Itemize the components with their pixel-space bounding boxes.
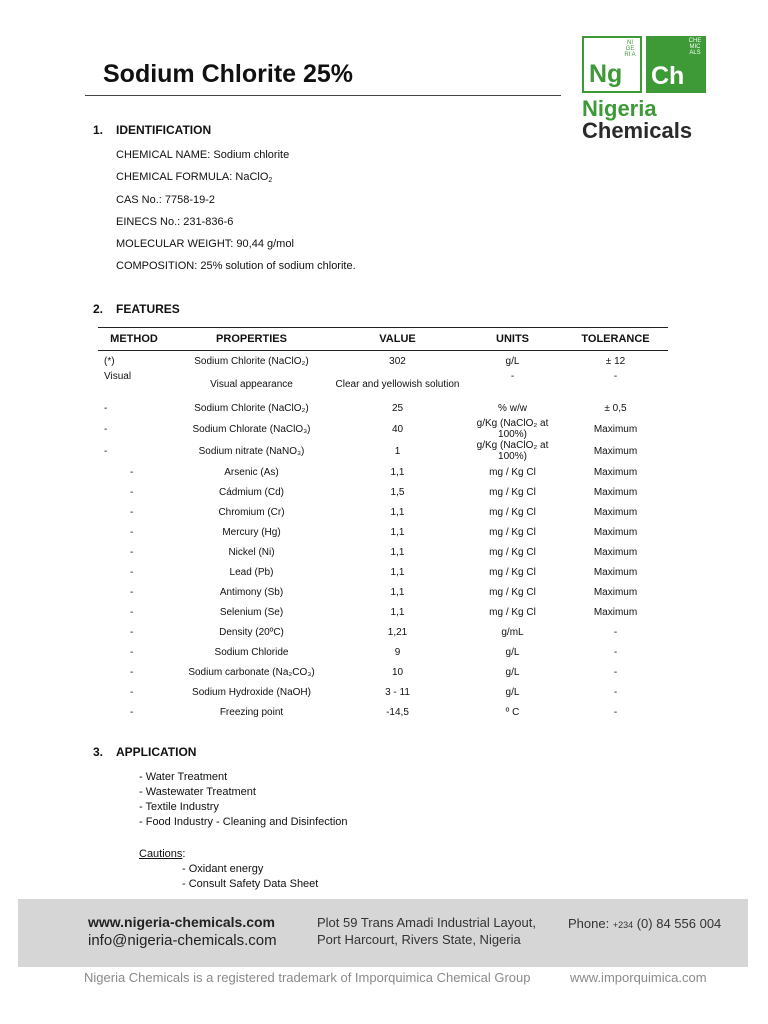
table-row <box>98 398 668 418</box>
units-cell: º C <box>505 706 520 718</box>
phone-digits: (0) 84 556 004 <box>633 916 722 931</box>
list-item: - Wastewater Treatment <box>139 786 256 798</box>
units-cell: g/L <box>505 666 520 678</box>
website-link[interactable]: www.nigeria-chemicals.com <box>88 914 275 930</box>
table-row <box>98 351 668 372</box>
method-cell: - <box>130 486 134 498</box>
method-cell: - <box>130 566 134 578</box>
logo-ch-symbol: Ch <box>651 62 685 90</box>
table-row <box>98 562 668 582</box>
value-cell: 1,1 <box>390 526 405 538</box>
value-cell: 1,1 <box>390 586 405 598</box>
logo-wordmark-line1: Nigeria <box>582 96 657 121</box>
company-logo <box>582 36 708 142</box>
tolerance-cell: Maximum <box>593 466 638 478</box>
logo-wordmark <box>582 98 708 142</box>
units-cell: g/L <box>505 355 520 367</box>
table-row <box>98 642 668 662</box>
table-header-row <box>98 328 668 351</box>
property-cell: Chromium (Cr) <box>218 506 285 518</box>
units-cell: g/L <box>505 646 520 658</box>
units-cell: g/mL <box>501 626 524 638</box>
value-cell: -14,5 <box>386 706 409 718</box>
value-cell: 1,1 <box>390 546 405 558</box>
table-row <box>98 602 668 622</box>
method-cell: - <box>130 666 134 678</box>
units-cell: g/L <box>505 686 520 698</box>
units-cell: mg / Kg Cl <box>489 606 536 618</box>
caution-item: - Oxidant energy <box>182 863 264 875</box>
identification-list <box>116 146 356 280</box>
tolerance-cell: Maximum <box>593 445 638 457</box>
property-cell: Sodium nitrate (NaNO₃) <box>198 445 305 457</box>
table-row <box>98 371 668 398</box>
chemical-name: CHEMICAL NAME: Sodium chlorite <box>116 149 290 161</box>
section-number: 3. <box>93 745 104 759</box>
method-cell: - <box>104 445 108 457</box>
property-cell: Freezing point <box>219 706 284 718</box>
property-cell: Arsenic (As) <box>224 466 279 478</box>
method-cell: - <box>130 646 134 658</box>
property-cell: Cádmium (Cd) <box>218 486 284 498</box>
property-cell: Selenium (Se) <box>219 606 284 618</box>
postal-address <box>317 914 536 948</box>
table-row <box>98 682 668 702</box>
table-row <box>98 582 668 602</box>
value-cell: Clear and yellowish solution <box>335 379 460 390</box>
tolerance-cell: - <box>613 626 618 638</box>
features-table <box>98 327 668 722</box>
logo-wordmark-line2: Chemicals <box>582 118 693 143</box>
tolerance-cell: - <box>613 371 618 382</box>
section-title: IDENTIFICATION <box>116 123 212 137</box>
property-cell: Nickel (Ni) <box>228 546 275 558</box>
tolerance-cell: Maximum <box>593 606 638 618</box>
value-cell: 10 <box>391 666 404 678</box>
cautions-block <box>139 847 318 892</box>
value-cell: 1,1 <box>390 606 405 618</box>
value-cell: 1,1 <box>390 506 405 518</box>
property-cell: Density (20ºC) <box>219 626 284 638</box>
method-cell: - <box>130 586 134 598</box>
property-cell: Lead (Pb) <box>229 566 274 578</box>
value-cell: 1 <box>394 445 401 457</box>
einecs-number: EINECS No.: 231-836-6 <box>116 215 234 228</box>
property-cell: Visual appearance <box>210 379 293 390</box>
logo-ng-box <box>582 36 642 93</box>
value-cell: 1,1 <box>390 466 405 478</box>
table-row <box>98 622 668 642</box>
method-cell: - <box>130 686 134 698</box>
method-cell: - <box>130 626 134 638</box>
property-cell: Sodium Chlorite (NaClO₂) <box>194 402 309 414</box>
units-cell: mg / Kg Cl <box>489 506 536 518</box>
tolerance-cell: Maximum <box>593 486 638 498</box>
property-cell: Mercury (Hg) <box>222 526 281 538</box>
tolerance-cell: - <box>613 706 618 718</box>
property-cell: Sodium carbonate (Na₂CO₃) <box>188 666 315 678</box>
email-link[interactable]: info@nigeria-chemicals.com <box>88 932 277 949</box>
table-row <box>98 542 668 562</box>
table-row <box>98 662 668 682</box>
table-row <box>98 462 668 482</box>
value-cell: 9 <box>394 646 401 658</box>
units-cell: mg / Kg Cl <box>489 486 536 498</box>
address-line: Port Harcourt, Rivers State, Nigeria <box>317 932 521 947</box>
property-cell: Sodium Hydroxide (NaOH) <box>192 686 311 698</box>
value-cell: 302 <box>389 355 406 367</box>
value-cell: 40 <box>391 423 404 435</box>
table-row <box>98 702 668 722</box>
table-row <box>98 482 668 502</box>
column-header: PROPERTIES <box>170 328 333 351</box>
tolerance-cell: - <box>613 686 618 698</box>
tolerance-cell: - <box>613 666 618 678</box>
section-number: 1. <box>93 123 104 137</box>
table-row <box>98 522 668 542</box>
phone-label: Phone: <box>568 916 613 931</box>
logo-ch-small-text: CHE MIC ALS <box>688 38 702 56</box>
title-rule <box>85 95 561 96</box>
method-cell: - <box>104 402 108 414</box>
method-cell: - <box>130 506 134 518</box>
method-cell: - <box>130 706 134 718</box>
method-cell: Visual <box>104 371 132 382</box>
column-header: METHOD <box>98 328 170 351</box>
address-line: Plot 59 Trans Amadi Industrial Layout, <box>317 915 536 930</box>
property-cell: Sodium Chloride <box>214 646 289 658</box>
units-cell: % w/w <box>498 402 527 414</box>
units-cell: g/Kg (NaClO₂ at 100%) <box>476 418 549 440</box>
document-title: Sodium Chlorite 25% <box>103 60 354 88</box>
units-cell: g/Kg (NaClO₂ at 100%) <box>476 440 549 462</box>
chemical-formula <box>116 168 356 190</box>
logo-symbols <box>582 36 708 94</box>
tolerance-cell: Maximum <box>593 566 638 578</box>
list-item: - Water Treatment <box>139 771 228 783</box>
contact-footer <box>18 899 748 967</box>
units-cell: mg / Kg Cl <box>489 566 536 578</box>
composition: COMPOSITION: 25% solution of sodium chlorite. <box>116 260 356 273</box>
section-title: APPLICATION <box>116 745 197 759</box>
tolerance-cell: Maximum <box>593 546 638 558</box>
units-cell: mg / Kg Cl <box>489 586 536 598</box>
property-cell: Sodium Chlorate (NaClO₃) <box>192 423 311 435</box>
tolerance-cell: ± 12 <box>605 355 626 367</box>
cautions-label: Cautions <box>139 848 183 860</box>
section-number: 2. <box>93 302 104 316</box>
cautions-heading <box>139 847 318 862</box>
group-website-link[interactable]: www.imporquimica.com <box>570 970 707 985</box>
features-heading <box>93 302 180 316</box>
cas-number: CAS No.: 7758-19-2 <box>116 193 216 206</box>
value-cell: 25 <box>391 402 404 414</box>
tolerance-cell: Maximum <box>593 526 638 538</box>
method-cell: - <box>130 606 134 618</box>
units-cell: mg / Kg Cl <box>489 466 536 478</box>
method-cell: - <box>130 526 134 538</box>
logo-ng-small-text: NI GE RI A <box>624 40 636 58</box>
tolerance-cell: Maximum <box>593 586 638 598</box>
units-cell: mg / Kg Cl <box>489 546 536 558</box>
identification-heading <box>93 123 211 137</box>
logo-ng-symbol: Ng <box>589 60 623 88</box>
method-cell: - <box>104 423 108 435</box>
phone-number <box>568 916 721 931</box>
property-cell: Antimony (Sb) <box>219 586 284 598</box>
units-cell: - <box>510 371 515 382</box>
tolerance-cell: - <box>613 646 618 658</box>
table-row <box>98 502 668 522</box>
property-cell: Sodium Chlorite (NaClO₂) <box>194 355 309 367</box>
caution-item: - Consult Safety Data Sheet <box>182 878 319 890</box>
application-list <box>139 770 348 830</box>
value-cell: 3 - 11 <box>385 686 410 698</box>
value-cell: 1,21 <box>387 626 408 638</box>
list-item: - Food Industry - Cleaning and Disinfection <box>139 816 348 828</box>
method-cell: - <box>130 546 134 558</box>
molecular-weight: MOLECULAR WEIGHT: 90,44 g/mol <box>116 238 294 251</box>
method-cell: (*) <box>104 355 115 367</box>
cautions-colon: : <box>182 848 186 860</box>
value-cell: 1,1 <box>390 566 405 578</box>
formula-subscript: 2 <box>268 177 273 185</box>
table-row <box>98 440 668 462</box>
column-header: TOLERANCE <box>563 328 668 351</box>
tolerance-cell: Maximum <box>593 506 638 518</box>
column-header: VALUE <box>333 328 462 351</box>
tolerance-cell: ± 0,5 <box>604 402 627 414</box>
formula-text: CHEMICAL FORMULA: NaClO <box>116 171 269 184</box>
method-cell: - <box>130 466 134 478</box>
list-item: - Textile Industry <box>139 801 219 813</box>
column-header: UNITS <box>462 328 563 351</box>
tolerance-cell: Maximum <box>593 423 638 435</box>
trademark-notice: Nigeria Chemicals is a registered trademark of Imporquimica Chemical Group <box>84 970 531 985</box>
section-title: FEATURES <box>116 302 180 316</box>
table-row <box>98 418 668 440</box>
logo-ch-box <box>646 36 706 93</box>
units-cell: mg / Kg Cl <box>489 526 536 538</box>
application-heading <box>93 745 196 759</box>
phone-country-code: +234 <box>612 920 634 930</box>
value-cell: 1,5 <box>390 486 405 498</box>
